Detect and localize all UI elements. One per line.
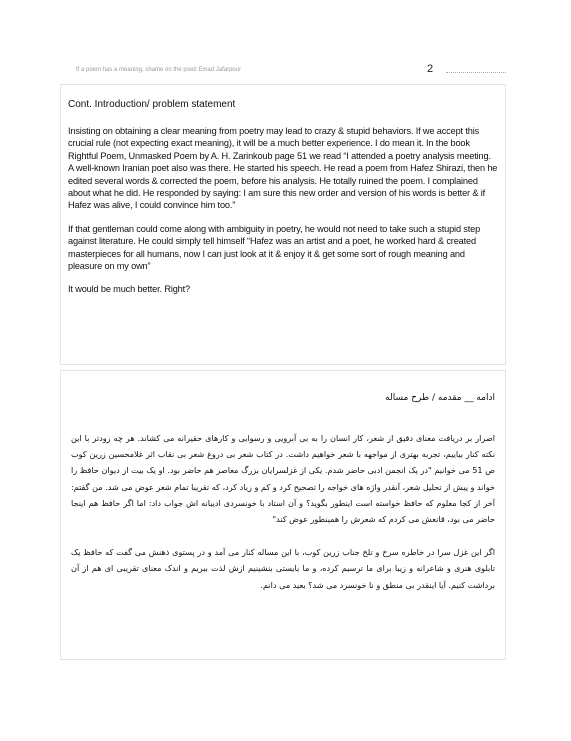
running-title: If a poem has a meaning, shame on the poet/ Emad Jafarpour bbox=[76, 67, 242, 73]
persian-heading: ادامه __ مقدمه / طرح مساله bbox=[385, 393, 495, 403]
page-number: 2 bbox=[427, 63, 434, 75]
english-section bbox=[60, 84, 506, 365]
paragraph-spacer bbox=[71, 527, 495, 544]
english-paragraph-3: It would be much better. Right? bbox=[68, 284, 191, 295]
english-heading: Cont. Introduction/ problem statement bbox=[68, 99, 236, 110]
persian-section bbox=[60, 370, 506, 660]
persian-paragraph-2: اگر این غزل سرا در خاطره سرخ و تلخ جناب زرین کوب، با این مساله کنار می آمد و در پستوی ذهنش می گفت که حافظ یک تابلوی هنری و شاعرانه و زیبا برای ما ترسیم کرده، و ما بایستی بنشینیم ازش لذت ببریم و اندک معنای تقریبی ای هم از آن برداشت کنیم. آیا اینقدر بی منطق و نا خونسرد می شد؟ بعید می دانم. bbox=[71, 547, 495, 590]
english-paragraph-2: If that gentleman could come along with ambiguity in poetry, he would not need to take such a stupid step against literature. He could simply tell himself “Hafez was an artist and a poet, he worked hard & created masterpieces for all humans, now I can just look at it & enjoy it & get some sort of rough meaning and pleasure on my own” bbox=[68, 223, 481, 272]
english-paragraph-1: Insisting on obtaining a clear meaning from poetry may lead to crazy & stupid behaviors. If we accept this crucial rule (not expecting exact meaning), it will be a much better experience. I do mean it. In the book Rightful Poem, Unmasked Poem by A. H. Zarinkoub page 51 we read “I attended a poetry analysis meeting. A well-known Iranian poet also was there. He started his speech. He read a poem from Hafez Shirazi, then he edited several words & corrected the poem, before his analysis. He totally ruined the poem. I complained about what he did. He responded by saying: I am sure this new order and version of his words is better & if Hafez was alive, I could convince him too.” bbox=[68, 126, 498, 211]
persian-paragraph-1: اصرار بر دریافت معنای دقیق از شعر، کار انسان را به بی آبرویی و رسوایی و کارهای حقیرانه می کشاند. هر چه زودتر با این نکته کنار بیاییم، تجربه بهتری از مواجهه با شعر خواهیم داشت. در کتاب شعر بی دروغ شعر بی نقاب اثر غلامحسین زرین کوب ص 51 می خوانیم "در یک انجمن ادبی حاضر شدم. یکی از غزلسرایان بزرگ معاصر هم حاضر بود. او یک بیت از دیوان حافظ را خواند و پیش از تحلیل شعر، آنقدر واژه های خواجه را تصحیح کرد و کم و زیاد کرد، که تقریبا تمام شعر عوض می شد. من گفتم: آخر از کجا معلوم که حافظ خواسته است اینطور بگوید؟ و آن استاد با خونسردی ادیبانه اش جواب داد: اما اگر حافظ هم اینجا حاضر می بود، قانعش می کردم که شعرش را همینطور عوض کند" bbox=[71, 433, 495, 525]
header-divider bbox=[446, 72, 506, 73]
